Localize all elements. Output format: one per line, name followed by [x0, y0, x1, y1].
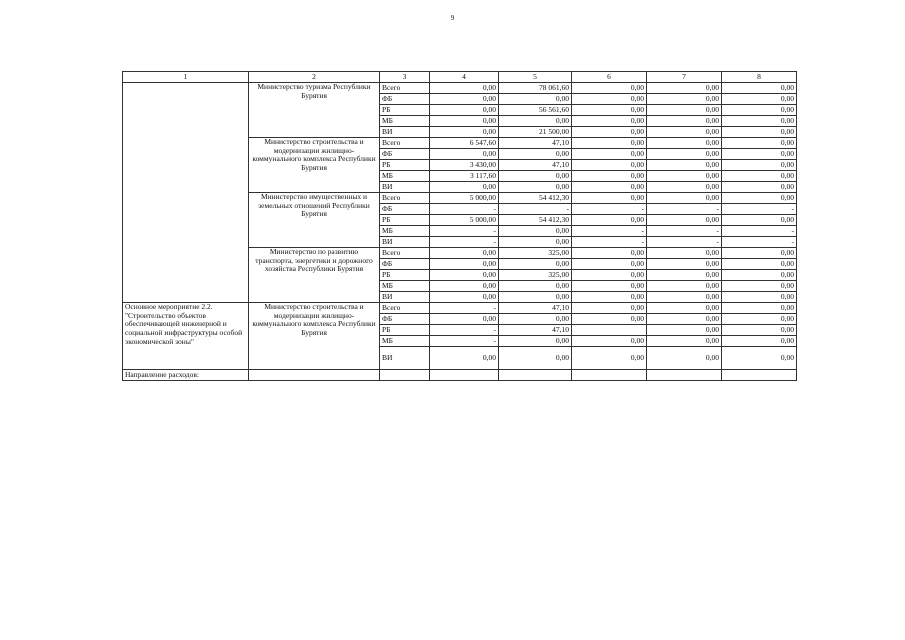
empty-cell	[249, 370, 380, 381]
amount-cell: 0,00	[722, 149, 797, 160]
amount-cell: 325,00	[499, 248, 572, 259]
column-header: 1	[123, 72, 249, 83]
amount-cell: -	[430, 325, 499, 336]
empty-cell	[572, 370, 647, 381]
amount-cell: 0,00	[722, 292, 797, 303]
amount-cell: 0,00	[647, 292, 722, 303]
amount-cell: 0,00	[647, 193, 722, 204]
column-number-header-row	[123, 72, 797, 83]
funding-source-cell: МБ	[380, 116, 430, 127]
executor-cell: Министерство строительства и модернизации жилищно-коммунального комплекса Республики Бурятия	[249, 303, 380, 370]
amount-cell: 0,00	[647, 270, 722, 281]
budget-table	[122, 71, 797, 381]
amount-cell: 0,00	[722, 171, 797, 182]
amount-cell: 0,00	[647, 182, 722, 193]
amount-cell: 0,00	[430, 248, 499, 259]
amount-cell: 0,00	[647, 171, 722, 182]
amount-cell: 0,00	[647, 215, 722, 226]
amount-cell: 0,00	[722, 127, 797, 138]
amount-cell: 0,00	[572, 193, 647, 204]
amount-cell: 0,00	[722, 94, 797, 105]
amount-cell: 0,00	[499, 314, 572, 325]
amount-cell: 5 000,00	[430, 193, 499, 204]
empty-cell	[647, 370, 722, 381]
amount-cell: 5 000,00	[430, 215, 499, 226]
amount-cell: 0,00	[499, 281, 572, 292]
funding-source-cell: МБ	[380, 226, 430, 237]
funding-source-cell: Всего	[380, 138, 430, 149]
amount-cell: 0,00	[572, 138, 647, 149]
funding-source-cell: ВИ	[380, 237, 430, 248]
amount-cell: -	[572, 226, 647, 237]
amount-cell: 0,00	[722, 138, 797, 149]
column-header: 3	[380, 72, 430, 83]
amount-cell: -	[722, 226, 797, 237]
funding-source-cell: ВИ	[380, 182, 430, 193]
amount-cell: -	[722, 204, 797, 215]
amount-cell: 47,10	[499, 325, 572, 336]
amount-cell: 0,00	[722, 248, 797, 259]
amount-cell: 0,00	[572, 182, 647, 193]
amount-cell: 0,00	[499, 237, 572, 248]
funding-source-cell: Всего	[380, 193, 430, 204]
column-header: 6	[572, 72, 647, 83]
amount-cell: 0,00	[722, 336, 797, 347]
table-row	[123, 303, 797, 314]
empty-cell	[380, 370, 430, 381]
amount-cell: -	[430, 204, 499, 215]
amount-cell: 0,00	[647, 336, 722, 347]
funding-source-cell: МБ	[380, 336, 430, 347]
amount-cell: 0,00	[499, 292, 572, 303]
funding-source-cell: РБ	[380, 160, 430, 171]
amount-cell: 0,00	[722, 314, 797, 325]
funding-source-cell: ФБ	[380, 259, 430, 270]
executor-cell: Министерство по развитию транспорта, энергетики и дорожного хозяйства Республики Бурятия	[249, 248, 380, 303]
funding-source-cell: ФБ	[380, 314, 430, 325]
expense-direction-label: Направление расходов:	[123, 370, 249, 381]
funding-source-cell: Всего	[380, 303, 430, 314]
amount-cell: 0,00	[499, 182, 572, 193]
funding-source-cell: ФБ	[380, 204, 430, 215]
amount-cell: 0,00	[430, 182, 499, 193]
amount-cell: 0,00	[647, 83, 722, 94]
amount-cell: 0,00	[499, 116, 572, 127]
amount-cell: 0,00	[647, 314, 722, 325]
amount-cell: -	[647, 204, 722, 215]
amount-cell: 3 430,00	[430, 160, 499, 171]
amount-cell: 0,00	[722, 193, 797, 204]
amount-cell: 0,00	[430, 281, 499, 292]
amount-cell: -	[647, 226, 722, 237]
amount-cell: 0,00	[430, 105, 499, 116]
amount-cell: -	[722, 237, 797, 248]
amount-cell: 0,00	[572, 215, 647, 226]
funding-source-cell: РБ	[380, 105, 430, 116]
amount-cell: 0,00	[722, 215, 797, 226]
funding-source-cell: МБ	[380, 281, 430, 292]
amount-cell: 0,00	[722, 303, 797, 314]
amount-cell: 0,00	[499, 171, 572, 182]
amount-cell: 0,00	[572, 105, 647, 116]
amount-cell: 0,00	[647, 105, 722, 116]
amount-cell: -	[430, 336, 499, 347]
amount-cell: -	[430, 226, 499, 237]
amount-cell: 0,00	[572, 292, 647, 303]
amount-cell	[572, 325, 647, 336]
amount-cell: 0,00	[572, 94, 647, 105]
amount-cell: 0,00	[722, 182, 797, 193]
amount-cell: 47,10	[499, 138, 572, 149]
amount-cell: 0,00	[722, 259, 797, 270]
amount-cell: 0,00	[572, 259, 647, 270]
amount-cell: 0,00	[647, 127, 722, 138]
funding-source-cell: ФБ	[380, 149, 430, 160]
amount-cell: 21 500,00	[499, 127, 572, 138]
amount-cell: 0,00	[499, 347, 572, 370]
expense-direction-row	[123, 370, 797, 381]
amount-cell: 0,00	[572, 171, 647, 182]
amount-cell: 0,00	[572, 116, 647, 127]
amount-cell: 0,00	[430, 149, 499, 160]
funding-source-cell: РБ	[380, 325, 430, 336]
amount-cell: -	[430, 237, 499, 248]
funding-source-cell: ВИ	[380, 292, 430, 303]
column-header: 2	[249, 72, 380, 83]
funding-source-cell: ФБ	[380, 94, 430, 105]
amount-cell: 56 561,60	[499, 105, 572, 116]
empty-cell	[430, 370, 499, 381]
funding-source-cell: ВИ	[380, 347, 430, 370]
page-number: 9	[450, 14, 455, 22]
amount-cell: 0,00	[572, 160, 647, 171]
amount-cell: 0,00	[647, 259, 722, 270]
amount-cell: 0,00	[430, 259, 499, 270]
executor-cell: Министерство имущественных и земельных отношений Республики Бурятия	[249, 193, 380, 248]
column-header: 4	[430, 72, 499, 83]
table-row	[123, 83, 797, 94]
amount-cell: 0,00	[430, 127, 499, 138]
funding-source-cell: Всего	[380, 83, 430, 94]
amount-cell: 0,00	[572, 281, 647, 292]
activity-cell: Основное мероприятие 2.2. "Строительство объектов обеспечивающей инженерной и социальной инфраструктуры особой экономической зоны"	[123, 303, 249, 370]
amount-cell: 0,00	[572, 127, 647, 138]
amount-cell: 0,00	[572, 248, 647, 259]
executor-cell: Министерство туризма Республики Бурятия	[249, 83, 380, 138]
amount-cell: 47,10	[499, 160, 572, 171]
amount-cell: 0,00	[572, 83, 647, 94]
amount-cell: 0,00	[647, 281, 722, 292]
amount-cell: 0,00	[572, 149, 647, 160]
amount-cell: 0,00	[647, 116, 722, 127]
amount-cell: 0,00	[647, 347, 722, 370]
amount-cell: 0,00	[722, 83, 797, 94]
amount-cell: -	[499, 204, 572, 215]
amount-cell: 0,00	[499, 336, 572, 347]
amount-cell: 3 117,60	[430, 171, 499, 182]
amount-cell: 0,00	[430, 83, 499, 94]
funding-source-cell: Всего	[380, 248, 430, 259]
amount-cell: 0,00	[499, 259, 572, 270]
funding-source-cell: РБ	[380, 215, 430, 226]
amount-cell: 0,00	[572, 336, 647, 347]
amount-cell: -	[572, 237, 647, 248]
column-header: 8	[722, 72, 797, 83]
amount-cell: 0,00	[647, 94, 722, 105]
column-header: 7	[647, 72, 722, 83]
amount-cell: 0,00	[499, 149, 572, 160]
amount-cell: 78 061,60	[499, 83, 572, 94]
amount-cell: 0,00	[430, 94, 499, 105]
amount-cell: 0,00	[572, 270, 647, 281]
amount-cell: 0,00	[722, 116, 797, 127]
amount-cell: 0,00	[647, 303, 722, 314]
amount-cell: 0,00	[722, 347, 797, 370]
amount-cell: -	[572, 204, 647, 215]
amount-cell: 0,00	[722, 160, 797, 171]
amount-cell: 325,00	[499, 270, 572, 281]
amount-cell: 0,00	[499, 226, 572, 237]
amount-cell: 0,00	[647, 325, 722, 336]
activity-cell	[123, 83, 249, 303]
amount-cell: 0,00	[430, 292, 499, 303]
amount-cell: -	[647, 237, 722, 248]
amount-cell: 0,00	[430, 314, 499, 325]
amount-cell: 0,00	[647, 248, 722, 259]
empty-cell	[499, 370, 572, 381]
amount-cell: 0,00	[722, 325, 797, 336]
amount-cell: 0,00	[647, 149, 722, 160]
amount-cell: 0,00	[430, 270, 499, 281]
amount-cell: 54 412,30	[499, 215, 572, 226]
amount-cell: 0,00	[722, 281, 797, 292]
amount-cell: -	[430, 303, 499, 314]
amount-cell: 0,00	[647, 160, 722, 171]
amount-cell: 0,00	[572, 303, 647, 314]
funding-source-cell: МБ	[380, 171, 430, 182]
amount-cell: 0,00	[430, 116, 499, 127]
amount-cell: 6 547,60	[430, 138, 499, 149]
column-header: 5	[499, 72, 572, 83]
amount-cell: 0,00	[647, 138, 722, 149]
funding-source-cell: ВИ	[380, 127, 430, 138]
empty-cell	[722, 370, 797, 381]
amount-cell: 0,00	[572, 314, 647, 325]
amount-cell: 0,00	[572, 347, 647, 370]
amount-cell: 0,00	[499, 94, 572, 105]
executor-cell: Министерство строительства и модернизации жилищно-коммунального комплекса Республики Бурятия	[249, 138, 380, 193]
amount-cell: 0,00	[430, 347, 499, 370]
amount-cell: 0,00	[722, 270, 797, 281]
amount-cell: 54 412,30	[499, 193, 572, 204]
amount-cell: 0,00	[722, 105, 797, 116]
amount-cell: 47,10	[499, 303, 572, 314]
funding-source-cell: РБ	[380, 270, 430, 281]
